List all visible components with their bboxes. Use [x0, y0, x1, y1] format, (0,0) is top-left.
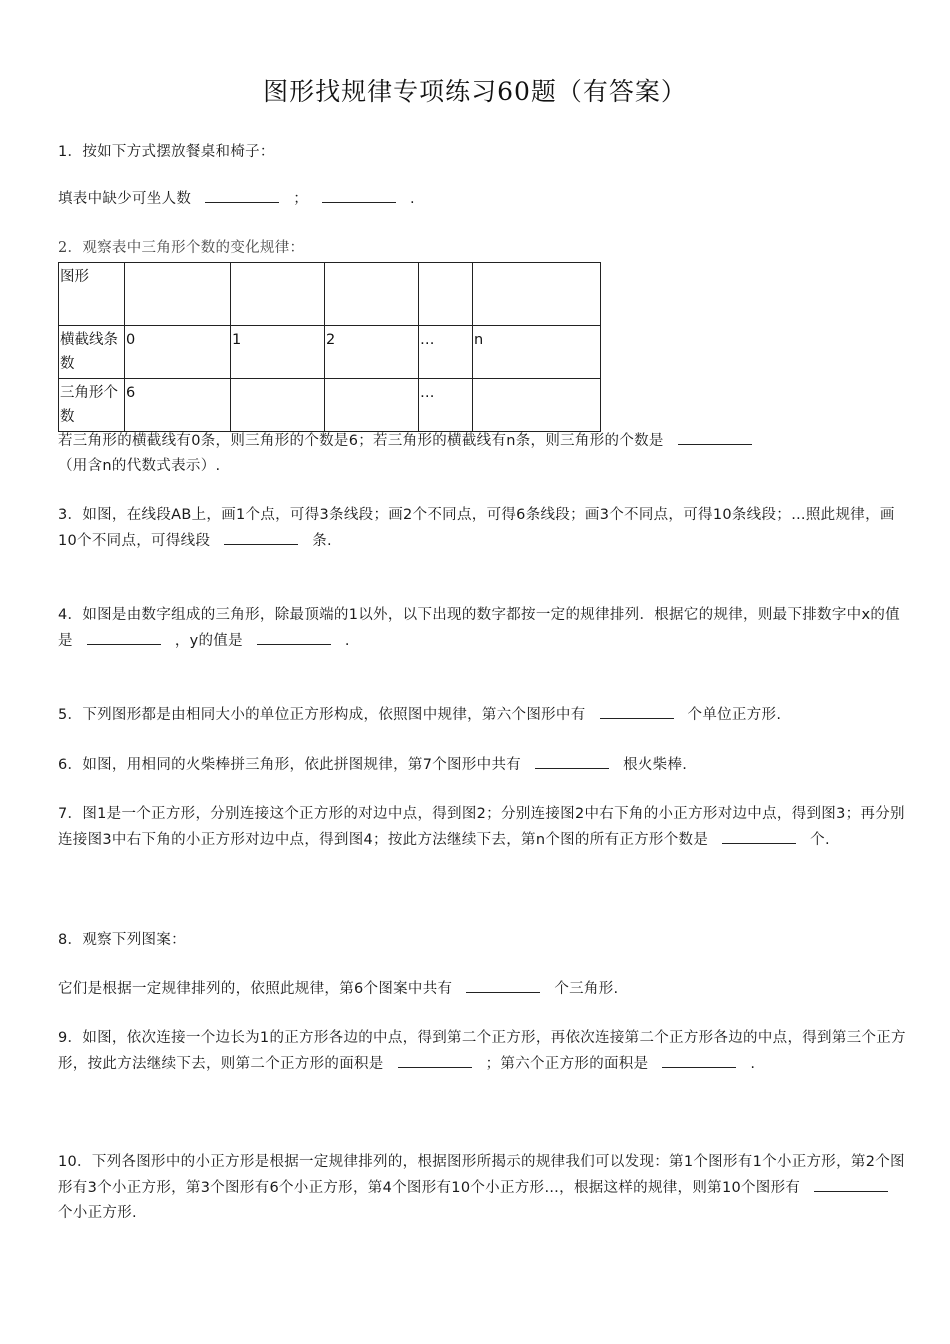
question-4-mid: ，y的值是 — [174, 633, 243, 649]
question-1-prompt: 填表中缺少可坐人数 — [58, 191, 192, 207]
table-cell: 1 — [231, 326, 325, 379]
question-3-prompt: 3．如图，在线段AB上，画1个点，可得3条线段；画2个不同点，可得6条线段；画3个不同点，可得10条线段；…照此规律，画10个不同点，可得线段 — [58, 507, 895, 549]
figure-cell — [325, 263, 419, 326]
question-8-prompt: 它们是根据一定规律排列的，依照此规律，第6个图案中共有 — [58, 981, 453, 997]
answer-blank-7[interactable] — [722, 827, 796, 844]
table-cell: 2 — [325, 326, 419, 379]
table-cell — [231, 379, 325, 432]
table-cell: 6 — [125, 379, 231, 432]
period: . — [750, 1056, 756, 1072]
question-4-prompt: 4．如图是由数字组成的三角形，除最顶端的1以外，以下出现的数字都按一定的规律排列．根据它的规律，则最下排数字中x的值是 — [58, 607, 900, 649]
answer-blank-9b[interactable] — [662, 1051, 736, 1068]
question-2-prompt: 若三角形的横截线有0条，则三角形的个数是6；若三角形的横截线有n条，则三角形的个数是 — [58, 433, 664, 449]
answer-blank-3[interactable] — [224, 528, 298, 545]
table-cell: … — [419, 379, 473, 432]
table-cell: n — [473, 326, 601, 379]
period: . — [410, 191, 415, 207]
question-10-suffix: 个小正方形. — [58, 1205, 137, 1221]
question-7 — [58, 802, 908, 853]
answer-blank-4x[interactable] — [87, 628, 161, 645]
question-7-prompt: 7．图1是一个正方形，分别连接这个正方形的对边中点，得到图2；分别连接图2中右下角的小正方形对边中点，得到图3；再分别连接图3中右下角的小正方形对边中点，得到图4；按此方法继续下去，第n个图的所有正方形个数是 — [58, 806, 905, 848]
answer-blank-5[interactable] — [600, 702, 674, 719]
table-row — [59, 326, 601, 379]
table-cell-label: 横截线条 数 — [59, 326, 125, 379]
table-cell-label: 图形 — [59, 263, 125, 326]
question-9 — [58, 1026, 908, 1077]
answer-blank-10[interactable] — [814, 1175, 888, 1192]
question-6-suffix: 根火柴棒. — [623, 757, 688, 773]
question-5-prompt: 5．下列图形都是由相同大小的单位正方形构成，依照图中规律，第六个图形中有 — [58, 707, 586, 723]
table-row — [59, 379, 601, 432]
question-10 — [58, 1150, 908, 1226]
question-6 — [58, 752, 908, 778]
answer-blank-1b[interactable] — [322, 186, 396, 203]
table-cell: 0 — [125, 326, 231, 379]
question-2-text — [58, 428, 908, 479]
question-10-prompt: 10．下列各图形中的小正方形是根据一定规律排列的，根据图形所揭示的规律我们可以发现：第1个图形有1个小正方形，第2个图形有3个小正方形，第3个图形有6个小正方形，第4个图形有10个小正方形…，根据这样的规律，则第10个图形有 — [58, 1154, 905, 1196]
answer-blank-4y[interactable] — [257, 628, 331, 645]
answer-blank-8[interactable] — [466, 976, 540, 993]
period: . — [344, 633, 350, 649]
answer-blank-2[interactable] — [678, 428, 752, 445]
triangle-count-table — [58, 262, 601, 432]
question-3-suffix: 条. — [312, 533, 332, 549]
question-1-intro: 1．按如下方式摆放餐桌和椅子： — [58, 144, 275, 160]
table-cell — [473, 379, 601, 432]
figure-cell — [125, 263, 231, 326]
table-cell: … — [419, 326, 473, 379]
figure-cell — [473, 263, 601, 326]
question-4 — [58, 603, 908, 654]
question-8 — [58, 976, 908, 1002]
question-9-prompt: 9．如图，依次连接一个边长为1的正方形各边的中点，得到第二个正方形，再依次连接第二个正方形各边的中点，得到第三个正方形，按此方法继续下去，则第二个正方形的面积是 — [58, 1030, 906, 1072]
question-2-note: （用含n的代数式表示）. — [58, 458, 221, 474]
page-title: 图形找规律专项练习60题（有答案） — [263, 77, 687, 106]
table-cell — [325, 379, 419, 432]
question-8-intro: 8．观察下列图案： — [58, 932, 186, 948]
question-8-suffix: 个三角形. — [554, 981, 619, 997]
question-6-prompt: 6．如图，用相同的火柴棒拼三角形，依此拼图规律，第7个图形中共有 — [58, 757, 522, 773]
figure-cell — [231, 263, 325, 326]
question-5-suffix: 个单位正方形. — [687, 707, 782, 723]
answer-blank-9a[interactable] — [398, 1051, 472, 1068]
question-1-fill — [58, 186, 908, 212]
question-3 — [58, 503, 908, 554]
separator: ； — [293, 191, 309, 207]
figure-cell — [419, 263, 473, 326]
question-2-intro: 2．观察表中三角形个数的变化规律： — [58, 240, 305, 256]
answer-blank-1a[interactable] — [205, 186, 279, 203]
question-7-suffix: 个. — [810, 832, 830, 848]
table-cell-label: 三角形个 数 — [59, 379, 125, 432]
table-row — [59, 263, 601, 326]
question-5 — [58, 702, 908, 728]
question-9-mid: ；第六个正方形的面积是 — [485, 1056, 649, 1072]
answer-blank-6[interactable] — [535, 752, 609, 769]
